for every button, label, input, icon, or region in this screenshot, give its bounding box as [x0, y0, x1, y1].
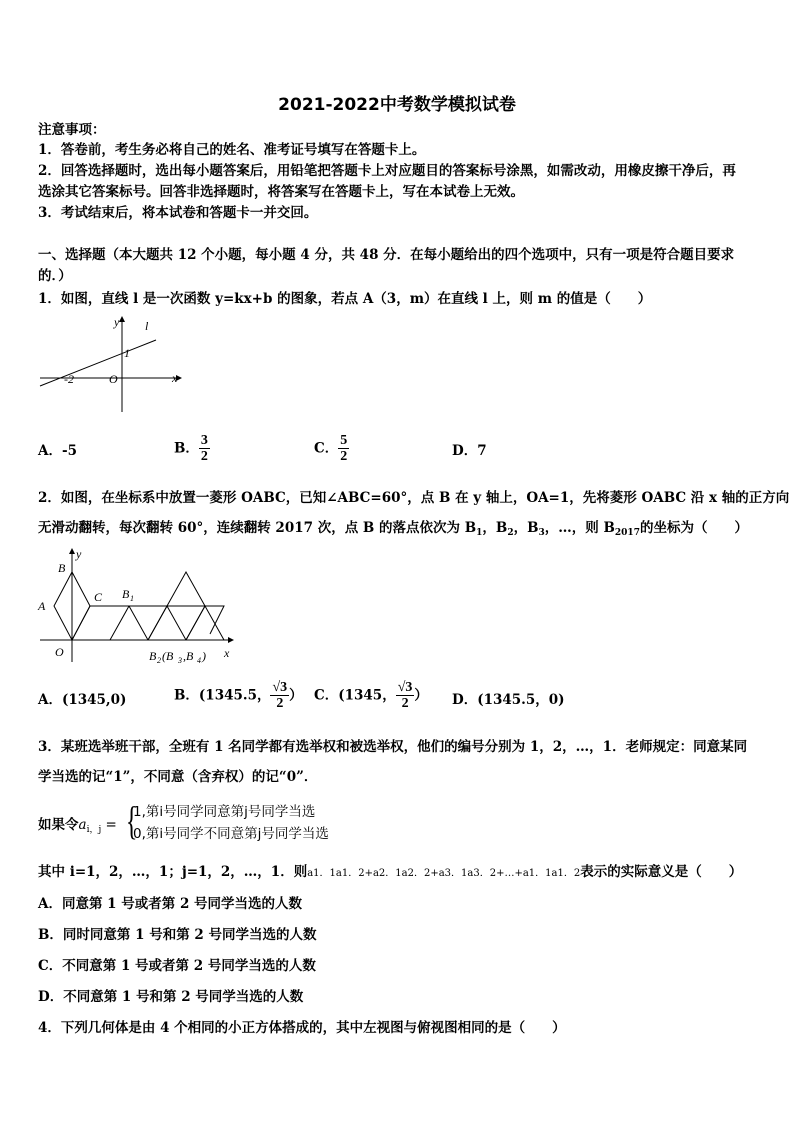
q2-rhombus-5 — [148, 606, 186, 640]
q2-stem-line2: 无滑动翻转，每次翻转 60°，连续翻转 2017 次，点 B 的落点依次为 $B_1$，$B_2$，$B_3$，…，则 $B_{2017}$的坐标为（ ） — [38, 520, 748, 538]
q2-y-arrow — [69, 548, 75, 554]
q3-case-1: 1,第i号同学同意第j号同学当选 — [133, 804, 316, 820]
q4-stem: 4．下列几何体是由 4 个相同的小正方体搭成的，其中左视图与俯视图相同的是（ ） — [38, 1020, 566, 1036]
svg-text:2: 2 — [157, 656, 161, 665]
q1-label-neg2: -2 — [64, 372, 74, 386]
q2-option-b: B．(1345.5， $\frac{√3}{2}$ ） — [174, 680, 303, 711]
q1-label-1: 1 — [124, 346, 130, 360]
q3-option-c: C．不同意第 1 号或者第 2 号同学当选的人数 — [38, 958, 316, 974]
q2-label-y: y — [76, 547, 82, 561]
q2-option-a: A．(1345,0) — [38, 692, 127, 708]
q3-expression: a1．1a1．2+a2．1a2．2+a3．1a3．2+…+a1．1a1．2 — [307, 868, 581, 879]
q2-rhombus-2 — [72, 606, 129, 640]
q2-label-a: A — [38, 599, 46, 613]
svg-text:4: 4 — [197, 656, 201, 665]
q2-label-b1-sub: 1 — [130, 594, 134, 603]
q2-label-x: x — [224, 646, 230, 660]
q1-y-arrow — [119, 316, 125, 322]
q2-x-arrow — [228, 637, 234, 643]
page-title: 2021-2022中考数学模拟试卷 — [278, 95, 516, 115]
section-heading-cont: 的．） — [38, 268, 72, 284]
q2-stem-line1: 2．如图，在坐标系中放置一菱形 OABC，已知∠ABC=60°，点 B 在 y 轴上，OA=1，先将菱形 OABC 沿 x 轴的正方向 — [38, 490, 790, 506]
q1-option-a: A．-5 — [38, 443, 77, 459]
q3-stem-line3: 其中 i=1，2，…，1；j=1，2，…，1．则a1．1a1．2+a2．1a2．2+a3．1a3．2+…+a1．1a1．2表示的实际意义是（ ） — [38, 864, 743, 880]
q2-option-d: D．(1345.5，0) — [452, 692, 565, 708]
notice-item-2-cont: 选涂其它答案标号。回答非选择题时，将答案写在答题卡上，写在本试卷上无效。 — [38, 184, 524, 200]
q3-stem-line2: 学当选的记“1”，不同意（含弃权）的记“0”． — [38, 769, 318, 785]
q2-label-b4: ,B — [183, 649, 194, 663]
svg-text:3: 3 — [178, 656, 182, 665]
q1-graph — [36, 312, 186, 416]
q1-option-b: B． $\frac{3}{2}$ — [174, 433, 208, 464]
notice-item-3: 3．考试结束后，将本试卷和答题卡一并交回。 — [38, 205, 318, 221]
q1-line-l — [40, 340, 156, 386]
q3-case-2: 0,第i号同学不同意第j号同学当选 — [133, 826, 329, 842]
q3-option-d: D．不同意第 1 号和第 2 号同学当选的人数 — [38, 989, 304, 1005]
q1-label-y: y — [114, 315, 120, 329]
q2-rhombus-figure — [34, 544, 244, 668]
q1-option-c: C． $\frac{5}{2}$ — [314, 433, 348, 464]
notice-item-2: 2．回答选择题时，选出每小题答案后，用铅笔把答题卡上对应题目的答案标号涂黑，如需改动，用橡皮擦干净后，再 — [38, 163, 736, 179]
q1-label-o: O — [109, 372, 118, 386]
notice-item-1: 1．答卷前，考生务必将自己的姓名、准考证号填写在答题卡上。 — [38, 142, 426, 158]
q2-rhombus-4 — [129, 606, 167, 640]
section-heading: 一、选择题（本大题共 12 个小题，每小题 4 分，共 48 分．在每小题给出的四个选项中，只有一项是符合题目要求 — [38, 247, 735, 263]
q2-label-b2: B — [149, 649, 157, 663]
q3-brace: { — [125, 798, 138, 843]
q2-option-c: C．(1345， $\frac{√3}{2}$ ） — [314, 680, 428, 711]
q2-rhombus-hidden — [110, 606, 148, 668]
q1-label-x: x — [172, 371, 178, 385]
svg-text:): ) — [202, 649, 206, 663]
q2-label-c: C — [94, 590, 103, 604]
q2-label-o: O — [55, 645, 64, 659]
q3-option-b: B．同时同意第 1 号和第 2 号同学当选的人数 — [38, 927, 317, 943]
q2-rhombus-3 — [129, 606, 148, 640]
notice-heading: 注意事项： — [38, 122, 106, 138]
q1-stem: 1．如图，直线 l 是一次函数 y=kx+b 的图象，若点 A（3，m）在直线 l 上，则 m 的值是（ ） — [38, 291, 652, 307]
q3-stem-line1: 3．某班选举班干部，全班有 1 名同学都有选举权和被选举权，他们的编号分别为 1，2，…，1．老师规定：同意某同 — [38, 739, 748, 755]
q2-label-b3: (B — [162, 649, 174, 663]
q1-option-d: D．7 — [452, 443, 487, 459]
q3-definition: 如果令$a_{i,j}$ = — [38, 817, 117, 835]
q2-label-b1: B — [122, 587, 130, 601]
q1-label-l: l — [145, 319, 149, 333]
q3-cases — [133, 801, 329, 845]
q2-rhombus-7 — [186, 606, 224, 640]
q2-label-b: B — [58, 561, 66, 575]
q3-option-a: A．同意第 1 号或者第 2 号同学当选的人数 — [38, 896, 303, 912]
